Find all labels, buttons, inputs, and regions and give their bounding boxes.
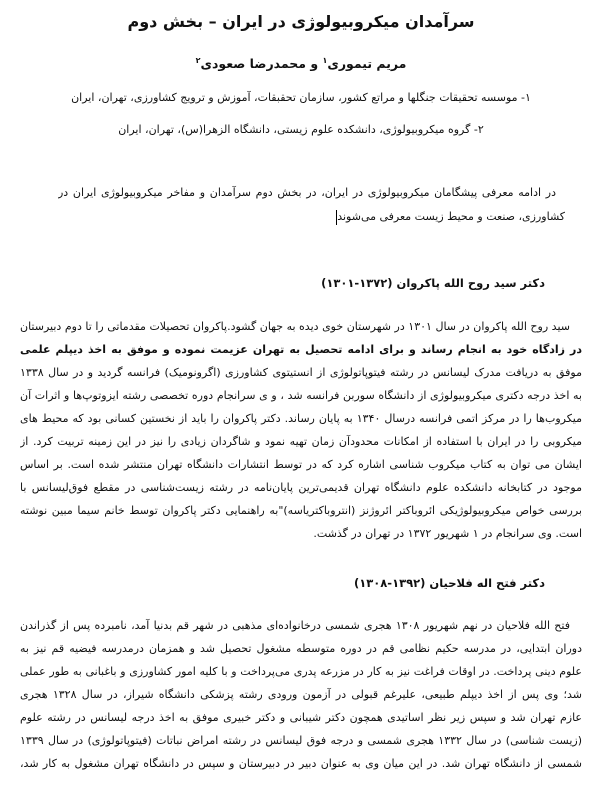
intro-line [336,209,565,225]
page-title: سرآمدان میکروبیولوژی در ایران – بخش دوم [127,12,475,31]
authors-conjunction: و [306,56,323,72]
paragraph-line: (زیست شناسی) در سال ۱۳۳۲ هجری شمسی و درجه فوق لیسانس در رشته امراض نباتات (فیتوپاتولوژی) در سال ۱۳۳۹ [20,734,582,747]
intro-line: در ادامه معرفی پیشگامان میکروبیولوژی در ایران، در بخش دوم سرآمدان و مفاخر میکروبیولوژی ایران در [58,186,556,199]
paragraph-line: در زادگاه خود به انجام رساند و برای ادامه تحصیل به تهران عزیمت نموده و موفق به اخذ دیپلم علمی [20,343,582,356]
paragraph-line: شد؛ وی پس از اخذ دیپلم طبیعی، علیرغم قبولی در آزمون ورودی رشته پزشکی دانشگاه شیراز، در سال ۱۳۲۸ هجری [20,688,582,701]
paragraph-line: عازم تهران شد و سپس زیر نظر اساتیدی همچون دکتر شیبانی و دکتر خبیری موفق به اخذ درجه لیسانس در رشته علوم [20,711,582,724]
paragraph-line: ایشان می توان به کتاب میکروب شناسی اشاره کرد که در توسط انتشارات دانشگاه تهران منتشر شده است. بر اساس [20,458,582,471]
author-1-affiliation-mark: ۱ [322,56,328,65]
paragraph-line: بررسی خواص میکروبیولوژیکی ائروباکتر ائروژنز (انتروباکتریاسه)"به راهنمایی دکتر پاکروان توسط خانم سیما مبین نوشته [20,504,582,517]
paragraph-line: موجود در کتابخانه دانشکده علوم دانشگاه تهران قدیمی‌ترین پایان‌نامه در رشته زیست‌شناسی در مقطع فوق‌لیسانس با [20,481,582,494]
author-2-affiliation-mark: ۲ [195,56,201,65]
intro-line-text: کشاورزی، صنعت و محیط زیست معرفی می‌شوند [337,210,565,223]
paragraph-line: میکروبی را در ایران با استفاده از امکانات محدودآن زمان تهیه نمود و شاگردان زیادی را نیز در این زمینه تربیت کرد. از [20,435,582,448]
authors [0,52,602,73]
paragraph-line: فتح الله فلاحیان در نهم شهریور ۱۳۰۸ هجری شمسی درخانواده‌ای مذهبی در شهر قم بدنیا آمد، نامبرده پس از گذراندن [20,619,570,632]
paragraph-line: میکروب‌ها را در مرکز اتمی فرانسه درسال ۱۳۴۰ به پایان رساند. دکتر پاکروان را باید از نخستین کسانی بود که محیط های [20,412,582,425]
affiliation-1: ۱- موسسه تحقیقات جنگلها و مراتع کشور، سازمان تحقبقات، آموزش و ترویج کشاورزی، تهران، ایران [71,91,531,104]
paragraph-line: است. وی سرانجام در ۱ شهریور ۱۳۷۲ در تهران در گذشت. [313,527,582,540]
section-heading: دکتر سید روح الله پاکروان (۱۳۷۲-۱۳۰۱) [321,276,545,290]
paragraph-line: علوم دینی پرداخت. در اوقات فراغت نیز به کار در مزرعه پدری می‌پرداخت و با کلیه امور کشاورزی و باغبانی به طور عملی [20,665,582,678]
author-2: محمدرضا صعودی [200,56,306,72]
affiliation-2: ۲- گروه میکروبیولوژی، دانشکده علوم زیستی، دانشگاه الزهرا(س)، تهران، ایران [118,123,484,136]
paragraph-line: دوران ابتدایی، در مدرسه حکیم نظامی قم در دوره متوسطه مشغول تحصیل شد و همزمان درمدرسه فیضیه قم نیز به [20,642,582,655]
paragraph-line: به اخذ درجه دکتری میکروبیولوژی از دانشگاه سوربن فرانسه شد ، و ی سرانجام دوره تخصصی رشته ایزوتوپ‌ها و اثرات آن [20,389,582,402]
paragraph-line: موفق به دریافت مدرک لیسانس در رشته فیتوپاتولوژی از انستیتوی کشاورزی (اگرونومیک) فرانسه گردید و در سال ۱۳۳۸ [20,366,582,379]
section-heading: دکتر فتح اله فلاحیان (۱۳۹۲-۱۳۰۸) [353,576,545,590]
paragraph-line: شمسی از دانشگاه تهران شد. در این میان وی به عنوان دبیر در دبیرستان و سپس در دانشگاه تهران مشغول به کار شد، [20,757,582,770]
paragraph-line: سید روح الله پاکروان در سال ۱۳۰۱ در شهرستان خوی دیده به جهان گشود.پاکروان تحصیلات مقدماتی را تا دوم دبیرستان [20,320,570,333]
author-1: مریم تیموری [327,56,407,72]
